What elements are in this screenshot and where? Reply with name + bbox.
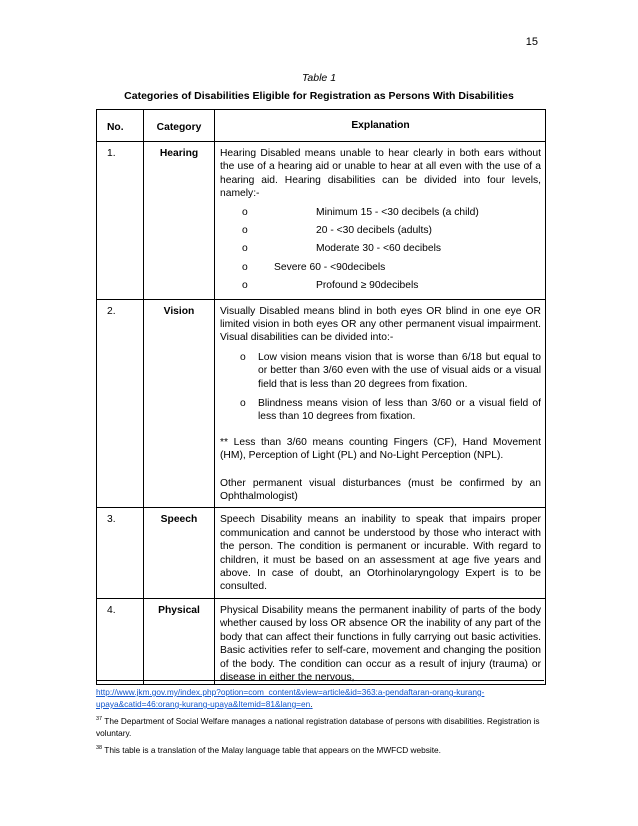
- table-row-hearing: [97, 142, 546, 300]
- table-header-row: [97, 110, 546, 142]
- bullet-o-icon: o: [242, 243, 248, 255]
- speech-text: Speech Disability means an inability to speak that impairs proper communication and cannot be understood by those who interact with the person. The condition is permanent or incurable. With regard to children, it must be based on an assessment at age five years and above. In case of doubt, an Otorhinolaryngology Expert is to be consulted.: [220, 514, 541, 593]
- vision-intro: Visually Disabled means blind in both eyes OR blind in one eye OR limited vision in both eyes OR any other permanent visual impairment. Visual disabilities can be divided into:-: [220, 305, 541, 344]
- hearing-level: o Profound ≥ 90decibels: [220, 279, 541, 292]
- header-no: No.: [97, 110, 144, 142]
- footnote-37: [96, 713, 546, 739]
- bullet-o-icon: o: [242, 280, 248, 292]
- vision-other: Other permanent visual disturbances (must be confirmed by an Ophthalmologist): [220, 477, 541, 503]
- header-explanation: Explanation: [215, 110, 546, 142]
- footnote-url[interactable]: [96, 686, 546, 710]
- table-row-speech: [97, 508, 546, 598]
- disabilities-table: [96, 109, 546, 685]
- footnote-37-text: The Department of Social Welfare manages a national registration database of persons with disabilities. Registration is voluntary.: [96, 715, 540, 738]
- page-number: 15: [525, 36, 538, 48]
- row-explanation: [215, 142, 546, 300]
- footnote-link-part2[interactable]: upaya&catid=46:orang-kurang-upaya&Itemid=81&lang=en: [96, 699, 311, 709]
- row-number: 3.: [97, 508, 144, 598]
- footnote-38-text: This table is a translation of the Malay language table that appears on the MWFCD website.: [102, 744, 441, 755]
- vision-sub-item: o Low vision means vision that is worse than 6/18 but equal to or better than 3/60 even with the use of visual aids or a visual field that is less than 20 degrees from fixation.: [240, 351, 541, 390]
- footnote-37-mark: 37: [96, 716, 103, 722]
- row-category: Physical: [144, 598, 215, 684]
- row-category: Vision: [144, 299, 215, 508]
- vision-sub-item: o Blindness means vision of less than 3/60 or a visual field of less than 10 degrees from fixation.: [240, 398, 541, 423]
- row-category: Hearing: [144, 142, 215, 300]
- bullet-o-icon: o: [242, 261, 248, 273]
- bullet-o-icon: o: [242, 225, 248, 237]
- table-caption: Table 1: [301, 72, 337, 84]
- hearing-level: o Moderate 30 - <60 decibels: [220, 242, 541, 255]
- vision-note: ** Less than 3/60 means counting Fingers (CF), Hand Movement (HM), Perception of Light (PL) and No-Light Perception (NPL).: [220, 436, 541, 462]
- hearing-level: o Severe 60 - <90decibels: [220, 261, 541, 274]
- hearing-level: o 20 - <30 decibels (adults): [220, 224, 541, 237]
- table-row-vision: [97, 299, 546, 508]
- row-number: 2.: [97, 299, 144, 508]
- table-title: Categories of Disabilities Eligible for Registration as Persons With Disabilities: [124, 90, 514, 102]
- row-number: 1.: [97, 142, 144, 300]
- footnote-38: [96, 742, 546, 756]
- hearing-level: o Minimum 15 - <30 decibels (a child): [220, 206, 541, 219]
- row-explanation: [215, 598, 546, 684]
- footnote-link-part1[interactable]: http://www.jkm.gov.my/index.php?option=com_content&view=article&id=363:a-pendaftaran-orang-kurang-: [96, 687, 485, 697]
- table-row-physical: [97, 598, 546, 684]
- row-explanation: [215, 299, 546, 508]
- hearing-intro: Hearing Disabled means unable to hear clearly in both ears without the use of a hearing aid or unable to hear at all even with the use of a hearing aid. Hearing disabilities can be divided into four levels, namely:-: [220, 148, 541, 200]
- footnote-url-period: .: [310, 699, 313, 709]
- footnote-38-mark: 38: [96, 745, 103, 751]
- row-category: Speech: [144, 508, 215, 598]
- row-number: 4.: [97, 598, 144, 684]
- bullet-o-icon: o: [242, 206, 248, 218]
- header-category: Category: [144, 110, 215, 142]
- footnote-separator: [96, 680, 544, 681]
- bullet-o-icon: o: [240, 351, 246, 363]
- row-explanation: [215, 508, 546, 598]
- bullet-o-icon: o: [240, 398, 246, 410]
- physical-text: Physical Disability means the permanent inability of parts of the body whether caused by loss OR absence OR the inability of any part of the body that can affect their functions in fully carrying out basic activities. Basic activities refer to self-care, movement and changing the position of the body. The condition can occur as a result of injury (trauma) or disease in either the nervous,: [220, 604, 541, 683]
